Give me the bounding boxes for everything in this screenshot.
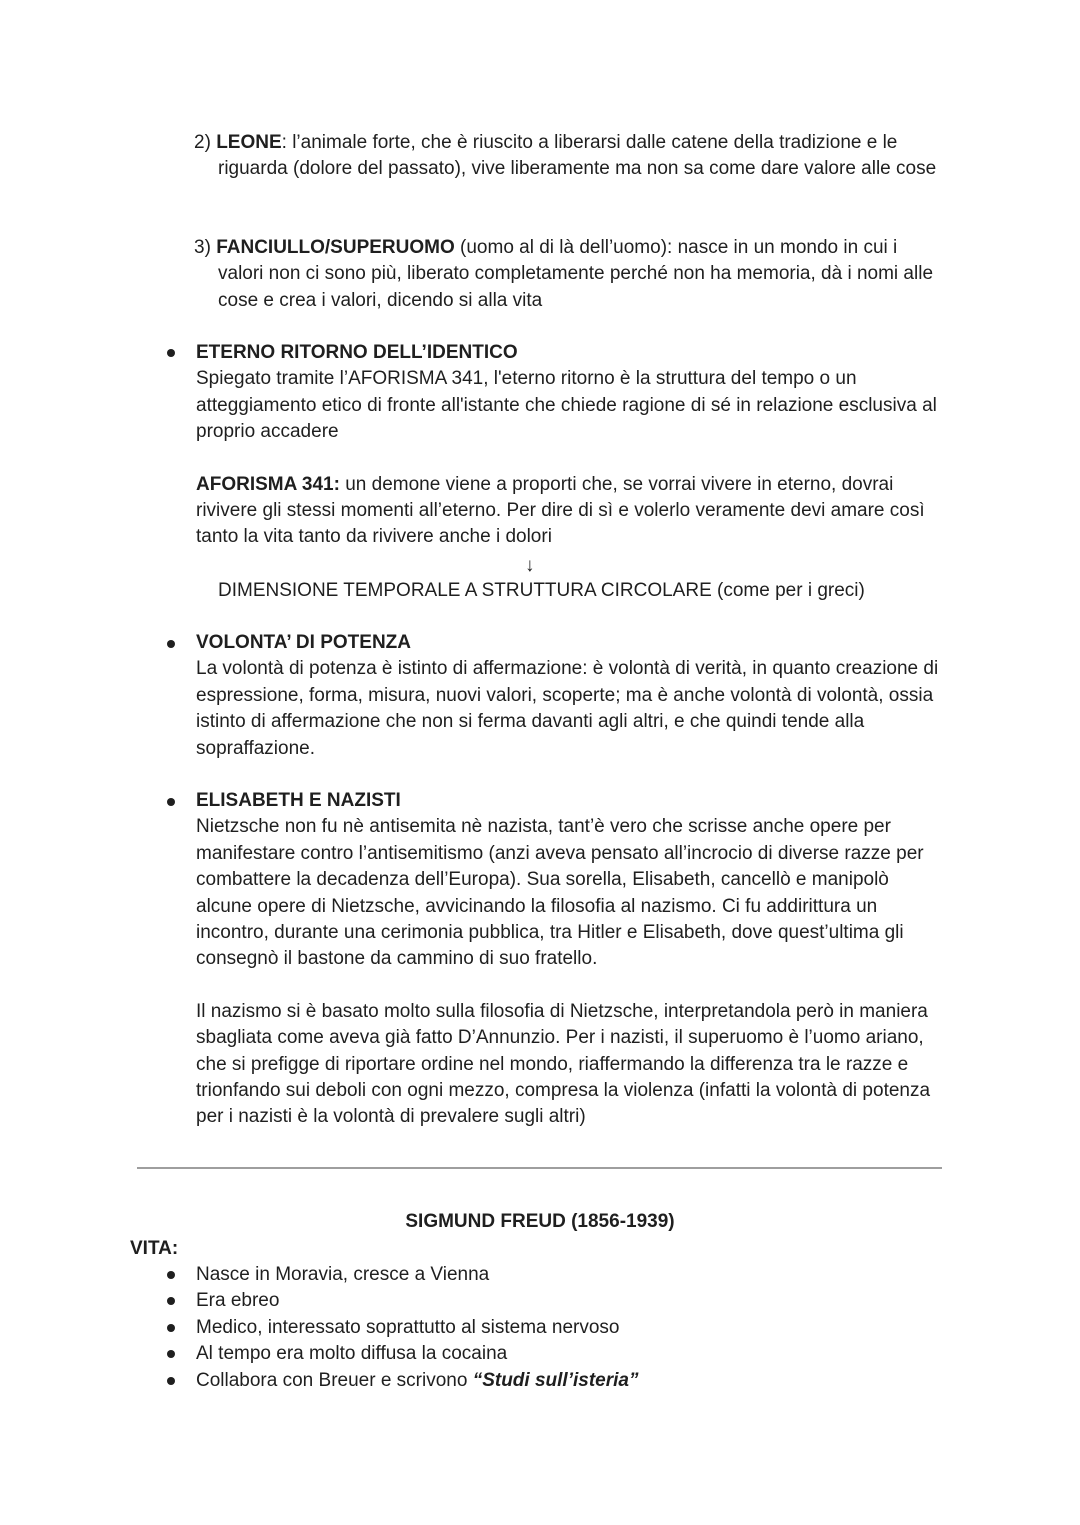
section-volonta-di-potenza [196,630,946,762]
bullet-icon [167,1271,175,1279]
item-number: 2) [194,132,211,153]
list-item [166,1262,866,1288]
list-item-text [196,1368,638,1394]
section-body-second: Il nazismo si è basato molto sulla filosofia di Nietzsche, interpretandola però in maniera sbagliata come aveva già fatto D’Annunzio. Per i nazisti, il superuomo è l’uomo ariano, che si prefigge di riportare ordine nel mondo, riaffermando la differenza tra le razze e trionfando sui deboli con ogni mezzo, compresa la violenza (infatti la volontà di potenza per i nazisti è la volontà di prevalere sugli altri) [196,1000,931,1128]
aforisma-paragraph [196,472,946,551]
item-continuation: riguarda (dolore del passato), vive liberamente ma non sa come dare valore alle cose [218,158,937,180]
bullet-icon [167,640,175,648]
list-item-text: Nasce in Moravia, cresce a Vienna [196,1264,490,1285]
list-item-prefix: Collabora con Breuer e scrivono [196,1369,473,1391]
bullet-icon [167,1324,175,1332]
bullet-icon [167,1377,175,1385]
bullet-icon [167,1297,175,1305]
list-item [166,1368,866,1394]
section-body: La volontà di potenza è istinto di affermazione: è volontà di verità, in quanto creazione di espressione, forma, misura, nuovi valori, scoperte; ma è anche volontà di volontà, ossia istinto di affermazione che non si ferma davanti agli altri, e che quindi tende alla sopraffazione. [196,658,939,759]
numbered-item-fanciullo [194,235,954,314]
list-item-text: Era ebreo [196,1290,280,1312]
list-item [166,1341,866,1367]
vita-heading: VITA: [130,1238,179,1259]
item-continuation: valori non ci sono più, liberato completamente perché non ha memoria, dà i nomi alle cose e crea i valori, dicendo si alla vita [218,263,934,311]
section-body: Spiegato tramite l’AFORISMA 341, l'eterno ritorno è la struttura del tempo o un atteggiamento etico di fronte all'istante che chiede ragione di sé in relazione esclusiva al proprio accadere [196,368,937,443]
aforisma-label: AFORISMA 341: [196,473,340,495]
conclusion-line: DIMENSIONE TEMPORALE A STRUTTURA CIRCOLARE (come per i greci) [218,580,865,601]
section-title: ELISABETH E NAZISTI [196,790,401,811]
item-term: LEONE [216,132,282,153]
section-body: Nietzsche non fu nè antisemita nè nazista, tant’è vero che scrisse anche opere per manifestare contro l’antisemitismo (anzi aveva pensato all’incrocio di diverse razze per combattere la decadenza dell’Europa). Sua sorella, Elisabeth, cancellò e manipolò alcune opere di Nietzsche, avvicinando la filosofia al nazismo. Ci fu addirittura un incontro, durante una cerimonia pubblica, tra Hitler e Elisabeth, dove quest’ultima gli consegnò il bastone da cammino di suo fratello. [196,816,924,970]
item-first-line-text: : l’animale forte, che è riuscito a liberarsi dalle catene della tradizione e le [281,132,898,153]
arrow-down-icon: ↓ [525,555,535,576]
item-number: 3) [194,237,211,258]
bullet-icon [167,349,175,357]
numbered-item-leone [194,130,954,183]
horizontal-divider [137,1167,942,1169]
vita-list [166,1262,866,1394]
list-item [166,1315,866,1341]
item-first-line-text: (uomo al di là dell’uomo): nasce in un mondo in cui i [454,237,898,258]
section-elisabeth-nazisti [196,788,946,1131]
list-item-text: Al tempo era molto diffusa la cocaina [196,1343,508,1365]
bullet-icon [167,1350,175,1358]
book-title: “Studi sull’isteria” [472,1369,639,1391]
section-title: VOLONTA’ DI POTENZA [196,632,411,653]
numbered-item-first-line [194,130,954,156]
list-item-text: Medico, interessato soprattutto al sistema nervoso [196,1316,620,1338]
list-item [166,1288,866,1314]
numbered-item-first-line [194,235,954,261]
bullet-icon [167,798,175,806]
section-eterno-ritorno [196,340,946,551]
page-title: SIGMUND FREUD (1856-1939) [405,1211,675,1232]
aforisma-text: un demone viene a proporti che, se vorrai vivere in eterno, dovrai rivivere gli stessi momenti all’eterno. Per dire di sì e volerlo veramente devi amare così tanto la vita tanto da rivivere anche i dolori [196,473,925,548]
section-title: ETERNO RITORNO DELL’IDENTICO [196,342,518,363]
item-term: FANCIULLO/SUPERUOMO [216,237,455,258]
